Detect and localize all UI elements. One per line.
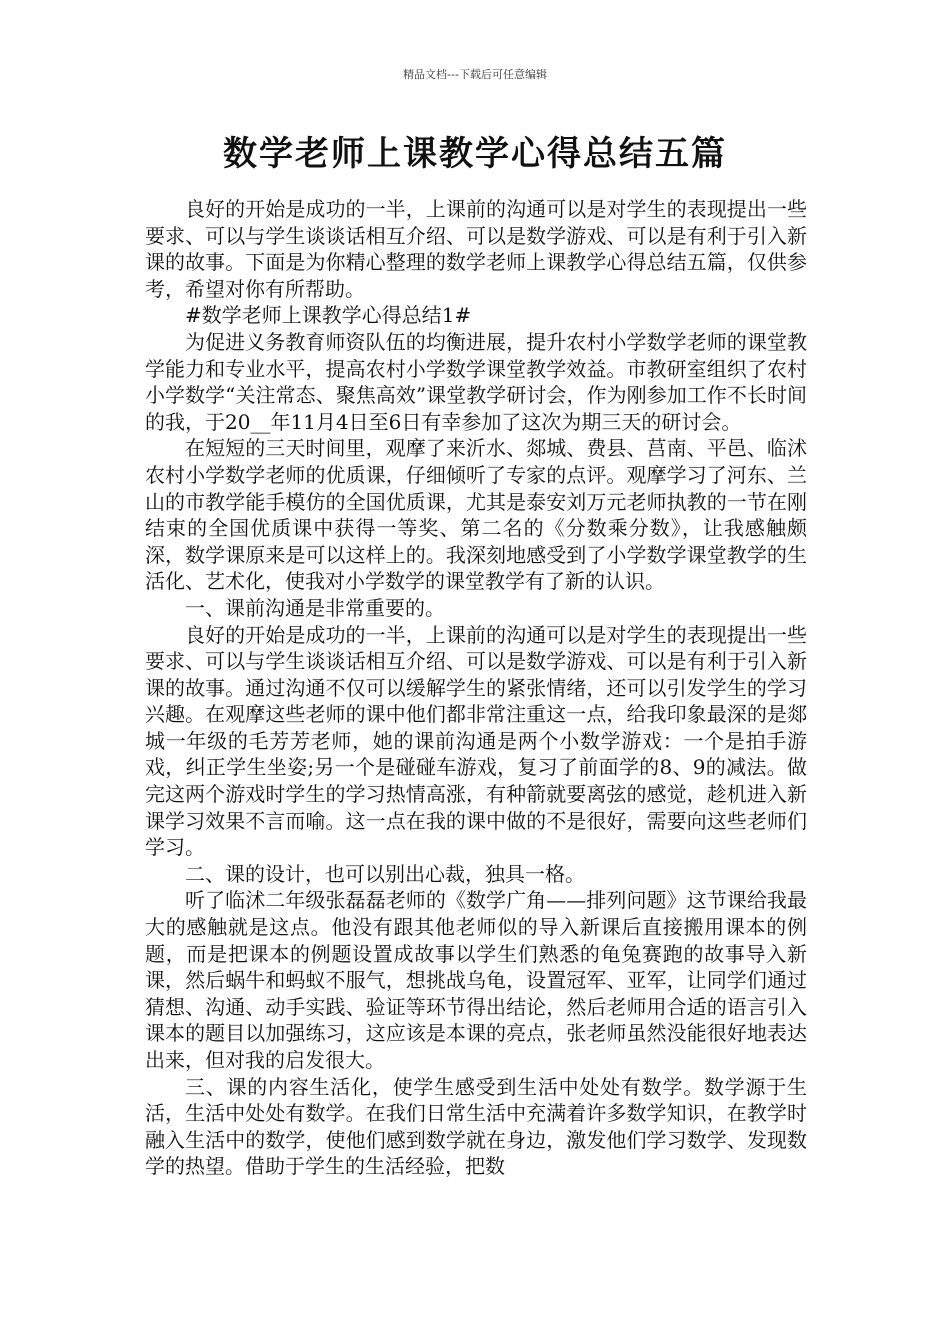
paragraph-intro: 良好的开始是成功的一半，上课前的沟通可以是对学生的表现提出一些要求、可以与学生谈谈话相互介绍、可以是数学游戏、可以是有利于引入新课的故事。下面是为你精心整理的数学老师上课教学心得总结五篇，仅供参考，希望对你有所帮助。 — [145, 197, 807, 301]
paragraph: 听了临沭二年级张磊磊老师的《数学广角——排列问题》这节课给我最大的感触就是这点。他没有跟其他老师似的导入新课后直接搬用课本的例题，而是把课本的例题设置成故事以学生们熟悉的龟兔赛跑的故事导入新课，然后蜗牛和蚂蚁不服气，想挑战乌龟，设置冠军、亚军，让同学们通过猜想、沟通、动手实践、验证等环节得出结论，然后老师用合适的语言引入课本的题目以加强练习，这应该是本课的亮点，张老师虽然没能很好地表达出来，但对我的启发很大。 — [145, 888, 807, 1072]
paragraph: 良好的开始是成功的一半，上课前的沟通可以是对学生的表现提出一些要求、可以与学生谈谈话相互介绍、可以是数学游戏、可以是有利于引入新课的故事。通过沟通不仅可以缓解学生的紧张情绪，还可以引发学生的学习兴趣。在观摩这些老师的课中他们都非常注重这一点，给我印象最深的是郯城一年级的毛芳芳老师，她的课前沟通是两个小数学游戏：一个是拍手游戏，纠正学生坐姿;另一个是碰碰车游戏，复习了前面学的8、9的减法。做完这两个游戏时学生的学习热情高涨，有种箭就要离弦的感觉，趁机进入新课学习效果不言而喻。这一点在我的课中做的不是很好，需要向这些老师们学习。 — [145, 622, 807, 860]
paragraph: 为促进义务教育师资队伍的均衡进展，提升农村小学数学老师的课堂教学能力和专业水平，提高农村小学数学课堂教学效益。市教研室组织了农村小学数学“关注常态、聚焦高效”课堂教学研讨会，作为刚参加工作不长时间的我，于20__年11月4日至6日有幸参加了这次为期三天的研讨会。 — [145, 329, 807, 434]
header-note: 精品文档---下载后可任意编辑 — [403, 68, 547, 81]
paragraph: 三、课的内容生活化，使学生感受到生活中处处有数学。数学源于生活，生活中处处有数学。在我们日常生活中充满着许多数学知识，在教学时融入生活中的数学，使他们感到数学就在身边，激发他们学习数学、发现数学的热望。借助于学生的生活经验，把数 — [145, 1074, 807, 1179]
document-title: 数学老师上课教学心得总结五篇 — [223, 134, 727, 174]
subheading-2: 二、课的设计，也可以别出心裁，独具一格。 — [185, 861, 585, 886]
section-heading-1: #数学老师上课教学心得总结1# — [185, 303, 472, 328]
subheading-1: 一、课前沟通是非常重要的。 — [185, 595, 445, 620]
document-body — [145, 196, 807, 1180]
paragraph: 在短短的三天时间里，观摩了来沂水、郯城、费县、莒南、平邑、临沭农村小学数学老师的优质课，仔细倾听了专家的点评。观摩学习了河东、兰山的市教学能手模仿的全国优质课，尤其是泰安刘万元老师执教的一节在刚结束的全国优质课中获得一等奖、第二名的《分数乘分数》，让我感触颇深，数学课原来是可以这样上的。我深刻地感受到了小学数学课堂教学的生活化、艺术化，使我对小学数学的课堂教学有了新的认识。 — [145, 436, 807, 594]
